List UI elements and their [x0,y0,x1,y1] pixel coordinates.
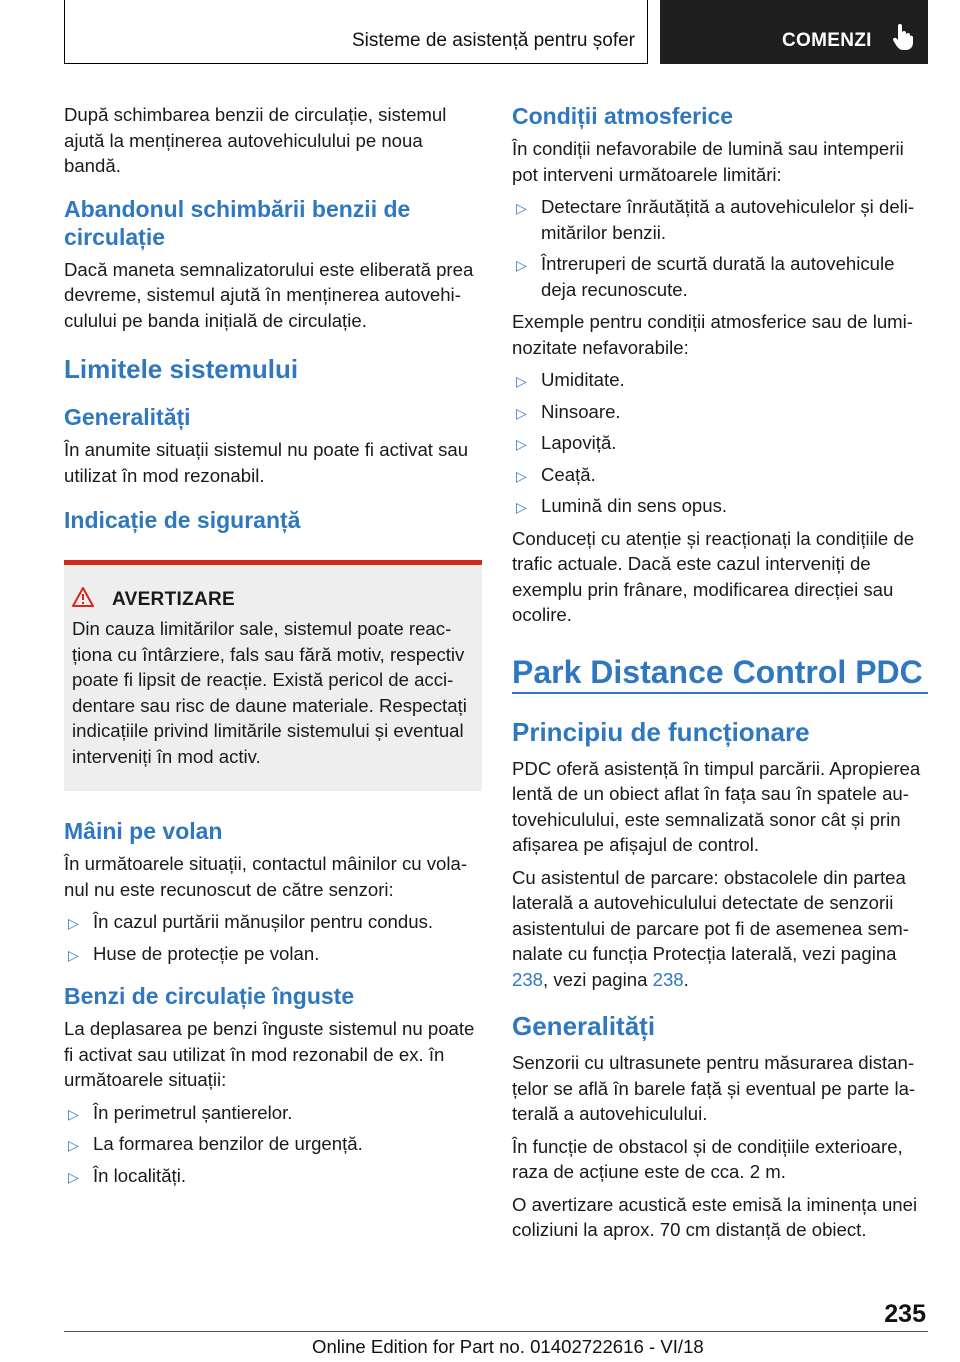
warning-header [72,587,474,612]
list-hands [64,909,482,966]
triangle-bullet-icon: ▷ [516,404,527,421]
footer-edition: Online Edition for Part no. 01402722616 - VI/18 [312,1336,704,1357]
paragraph-lane-change: După schimbarea benzii de circulație, sistemul ajută la menținerea autovehiculului pe noua bandă. [64,104,447,176]
list-item: ▷ În localități. [64,1163,482,1189]
warning-text: Din cauza limitărilor sale, sistemul poate reacționa cu întârziere, fals sau fără motiv, respectiv poate fi lipsit de reacție. Există pericol de accidentare sau risc de daune materiale. Respectați indicațiile privind limitările sistemului și eventual interveniți în mod activ. [72,618,467,767]
triangle-bullet-icon: ▷ [516,257,527,273]
triangle-bullet-icon: ▷ [68,915,79,931]
list-examples [512,367,928,519]
paragraph-narrow: La deplasarea pe benzi înguste sistemul nu poate fi activat sau utilizat în mod rezonabil de ex. în următoarele situații: [64,1018,475,1090]
triangle-bullet-icon: ▷ [516,436,527,452]
warning-triangle-icon [72,587,94,612]
list-item: ▷ Întreruperi de scurtă durată la autovehicule deja recunoscute. [516,253,895,300]
paragraph-abandon: Dacă maneta semnalizatorului este eliberată prea devreme, sistemul ajută în menținerea autovehiculului pe banda inițială de circulație. [64,258,474,331]
tab-comenzi-label: COMENZI [782,30,872,51]
page-link-238[interactable]: 238 [512,968,544,990]
triangle-bullet-icon: ▷ [68,1137,79,1153]
paragraph-drive: Conduceți cu atenție și reacționați la condițiile de trafic actuale. Dacă este cazul interveniți de exemplu prin frânare, modificarea direcției sau ocolire. [512,527,915,625]
paragraph-range: În funcție de obstacol și de condițiile exterioare, raza de acțiune este de cca. 2 m. [512,1135,903,1182]
heading-pdc: Park Distance Control PDC [512,653,923,690]
hand-pointer-icon [892,24,914,55]
warning-box [64,560,482,791]
page-number: 235 [884,1300,926,1328]
list-item: ▷ Huse de protecție pe volan. [64,941,482,967]
triangle-bullet-icon: ▷ [516,200,527,216]
paragraph-examples: Exemple pentru condiții atmosferice sau de luminozitate nefavorabile: [512,311,913,358]
heading-limits: Limitele sistemului [64,354,299,384]
heading-pdc-rule [512,692,928,694]
footer-divider [64,1331,928,1332]
list-item: ▷ Ceață. [512,462,928,488]
list-item: ▷ Umiditate. [512,367,928,393]
list-item: ▷ Detectare înrăutățită a autovehiculelor și delimitărilor benzii. [516,196,915,243]
heading-weather: Condiții atmosferice [512,103,734,129]
heading-safety: Indicație de siguranță [64,507,301,533]
left-column [64,102,482,1195]
list-item: ▷ În cazul purtării mănușilor pentru condus. [64,909,482,935]
triangle-bullet-icon: ▷ [516,499,527,515]
right-column [512,102,928,1250]
header-section-box [64,0,648,64]
heading-hands: Mâini pe volan [64,818,223,844]
list-weather [512,194,928,302]
list-narrow [64,1100,482,1189]
list-item: ▷ În perimetrul șantierelor. [64,1100,482,1126]
paragraph-general: În anumite situații sistemul nu poate fi activat sau utilizat în mod rezonabil. [64,439,469,486]
heading-principle: Principiu de funcționare [512,716,810,747]
page-link-238-second[interactable]: 238 [652,968,684,990]
paragraph-sensors: Senzorii cu ultrasunete pentru măsurarea distanțelor se află în barele față și eventual pe parte laterală a autovehiculului. [512,1052,916,1124]
heading-abandon: Abandonul schimbării benzii de circulație [64,195,411,250]
triangle-bullet-icon: ▷ [516,373,527,389]
section-title: Sisteme de asistență pentru șofer [351,30,635,51]
paragraph-alarm: O avertizare acustică este emisă la iminența unei coliziuni la aprox. 70 cm distanță de obiect. [512,1193,918,1240]
list-item: ▷ Ninsoare. [512,399,928,425]
triangle-bullet-icon: ▷ [516,467,527,484]
tab-comenzi[interactable] [660,0,928,64]
triangle-bullet-icon: ▷ [68,1168,79,1185]
warning-title: AVERTIZARE [112,588,235,610]
triangle-bullet-icon: ▷ [68,1105,79,1122]
heading-general-pdc: Generalități [512,1011,656,1041]
paragraph-weather: În condiții nefavorabile de lumină sau intemperii pot interveni următoarele limitări: [512,138,904,185]
paragraph-hands: În următoarele situații, contactul mâinilor cu volanul nu este recunoscut de către senzori: [64,853,468,900]
triangle-bullet-icon: ▷ [68,946,79,963]
paragraph-assist: Cu asistentul de parcare: obstacolele din partea laterală a autovehiculului detectate de senzorii asistentului de parcare pot fi de asemenea semnalate cu funcția Protecția laterală, vezi pagina 238, vezi pagina 238. [512,866,909,990]
list-item: ▷ La formarea benzilor de urgență. [64,1131,482,1157]
list-item: ▷ Lumină din sens opus. [512,493,928,519]
heading-general: Generalități [64,404,191,430]
paragraph-principle: PDC oferă asistență în timpul parcării. Apropierea lentă de un obiect aflat în fața sau în spatele autovehiculului, este semnalizată sonor cât și prin afișarea pe afișajul de control. [512,757,921,855]
list-item: ▷ Lapoviță. [512,430,928,456]
heading-narrow: Benzi de circulație înguste [64,983,355,1009]
